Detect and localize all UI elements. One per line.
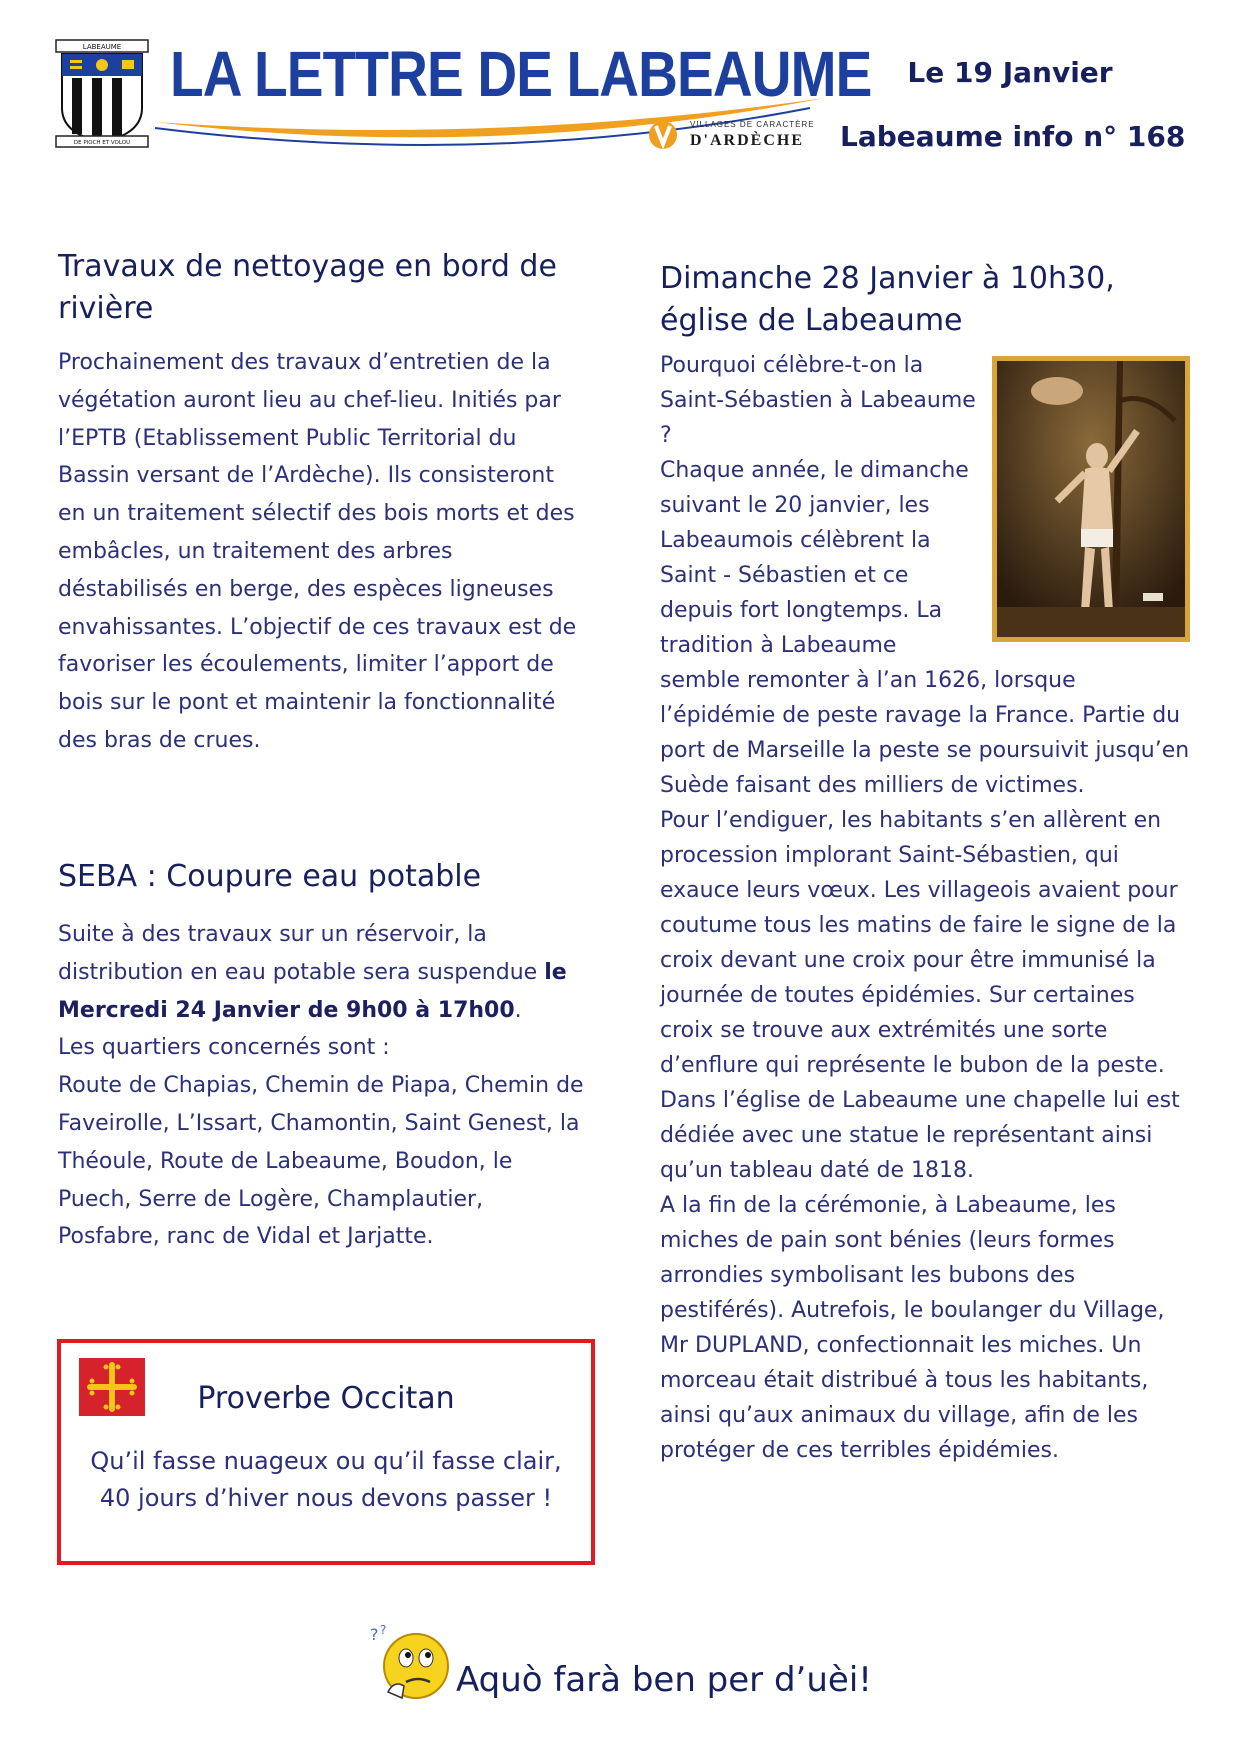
river-works-body: Prochainement des travaux d’entretien de la végétation auront lieu au chef-lieu. Initiés par l’EPTB (Etablissement Public Territorial du Bassin versant de l’Ardèche). Ils consisteront en un traitement sélectif des bois morts et des embâcles, un traitement des arbres déstabilisés en berge, des espèces ligneuses envahissantes. L’objectif de ces travaux est de favoriser les écoulements, limiter l’apport de bois sur le pont et maintenir la fonctionnalité des bras de crues.	[58, 350, 577, 753]
proverb-box	[57, 1339, 595, 1565]
seba-areas-label: Les quartiers concernés sont :	[58, 1035, 390, 1061]
proverb-line-1: Qu’il fasse nuageux ou qu’il fasse clair,	[90, 1447, 562, 1475]
proverb-text	[71, 1443, 581, 1517]
seba-outage-date: le Mercredi 24 Janvier de 9h00 à 17h00	[58, 959, 567, 1023]
villages-label: VILLAGES DE CARACTÈRE	[690, 120, 815, 129]
seba-areas: Route de Chapias, Chemin de Piapa, Chemin de Faveirolle, L’Issart, Chamontin, Saint Genest, la Théoule, Route de Labeaume, Boudon, le Puech, Serre de Logère, Champlautier, Posfabre, ranc de Vidal et Jarjatte.	[58, 1073, 584, 1250]
saint-sebastien-paragraph-2: Chaque année, le dimanche suivant le 20 janvier, les Labeaumois célèbrent la Saint - Sébastien et ce depuis fort longtemps. La tradition à Labeaume semble remonter à l’an 1626, lorsque l’épidémie de peste ravage la France. Partie du port de Marseille la peste se poursuivit jusqu’en Suède faisant des milliers de victimes.	[660, 458, 1190, 798]
seba-period: .	[514, 997, 522, 1023]
ardeche-label: D'ARDÈCHE	[690, 132, 805, 149]
proverb-title: Proverbe Occitan	[197, 1381, 455, 1416]
crest-banner-bottom: DE PIOCH ET VOLOU	[73, 140, 131, 146]
saint-sebastien-paragraph-3: Pour l’endiguer, les habitants s’en allèrent en procession implorant Saint-Sébastien, qui exauce leurs vœux. Les villageois avaient pour coutume tous les matins de faire le signe de la croix devant une croix pour être immunisé la journée de toutes épidémies. Sur certaines croix se trouve aux extrémités une sorte d’enflure qui représente le bubon de la peste. Dans l’église de Labeaume une chapelle lui est dédiée avec une statue le représentant ainsi qu’un tableau daté de 1818.	[660, 808, 1180, 1183]
saint-sebastien-body	[660, 348, 1190, 1468]
svg-text:?: ?	[370, 1625, 379, 1644]
saint-sebastien-painting	[992, 356, 1190, 642]
labeaume-crest-icon	[52, 38, 152, 150]
footer-phrase: Aquò farà ben per d’uèi!	[456, 1660, 872, 1700]
river-works-title: Travaux de nettoyage en bord de rivière	[58, 249, 557, 326]
saint-sebastien-paragraph-1: Pourquoi célèbre-t-on la Saint-Sébastien à Labeaume ?	[660, 353, 976, 448]
issue-number: Labeaume info n° 168	[840, 120, 1186, 153]
seba-intro: Suite à des travaux sur un réservoir, la distribution en eau potable sera suspendue	[58, 922, 538, 985]
crest-banner-top: LABEAUME	[82, 43, 122, 51]
villages-de-caractere-logo-icon	[648, 118, 678, 152]
seba-title: SEBA : Coupure eau potable	[58, 859, 482, 894]
saint-sebastien-paragraph-4: A la fin de la cérémonie, à Labeaume, les miches de pain sont bénies (leurs formes arrondies symbolisant les bubons des pestiférés). Autrefois, le boulanger du Village, Mr DUPLAND, confectionnait les miches. Un morceau était distribué à tous les habitants, ainsi qu’aux animaux du village, afin de les protéger de ces terribles épidémies.	[660, 1193, 1165, 1463]
seba-body	[58, 916, 588, 1256]
issue-date: Le 19 Janvier	[907, 56, 1113, 89]
saint-sebastien-title: Dimanche 28 Janvier à 10h30, église de Labeaume	[660, 261, 1115, 338]
thinking-smiley-icon	[368, 1622, 452, 1704]
masthead-title: LA LETTRE DE LABEAUME	[170, 38, 872, 110]
svg-text:?: ?	[380, 1623, 387, 1637]
proverb-line-2: 40 jours d’hiver nous devons passer !	[99, 1484, 553, 1512]
